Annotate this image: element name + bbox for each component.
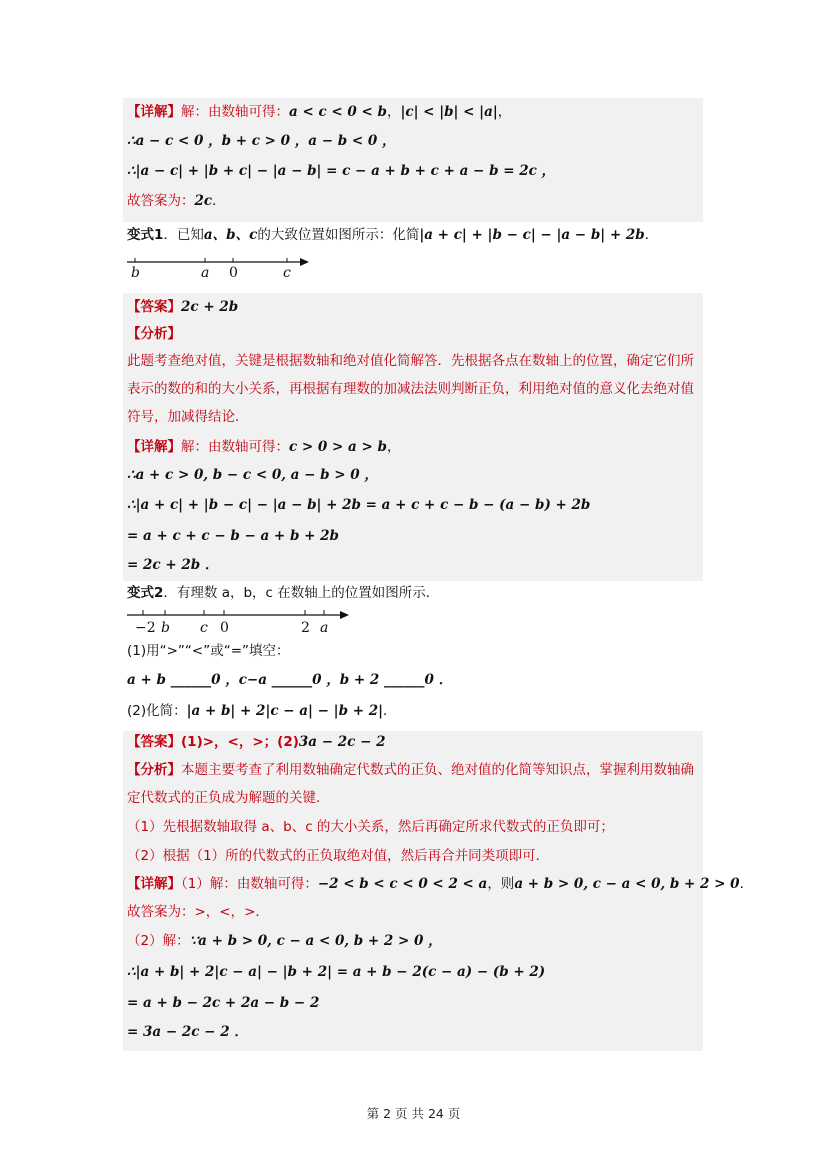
detail-line-3: ∴|a + c| + |b − c| − |a − b| + 2b = a + c + c − b − (a − b) + 2b [127,497,591,513]
label-zero: 0 [229,265,238,281]
question-1: (1)用“>”“<”或“=”填空： [127,643,290,659]
label-a: a [201,265,210,281]
variant-1-question: 变式1．已知a、b、c的大致位置如图所示：化简|a + c| + |b − c| − |a − b| + 2b． [127,227,659,243]
question-2: (2)化简：|a + b| + 2|c − a| − |b + 2|． [127,703,397,719]
page-footer: 第 2 页 共 24 页 [366,1106,461,1121]
detail-line-5: = 2c + 2b ． [127,557,219,573]
analysis-step-2: （2）根据（1）所的代数式的正负取绝对值，然后再合并同类项即可． [127,848,550,864]
detail-line-4: 故答案为：2c． [127,193,226,209]
axis-arrow [300,258,309,266]
label-c: c [200,620,208,636]
analysis-text: 此题考查绝对值，关键是根据数轴和绝对值化简解答．先根据各点在数轴上的位置，确定它们所表示的数的和的大小关系，再根据有理数的加减法法则判断正负，利用绝对值的意义化去绝对值符号，加减得结论． [127,353,694,425]
variant-1-title: 变式1 [127,227,164,243]
label-b: b [131,265,140,281]
detail-line: 【详解】解：由数轴可得：c > 0 > a > b， [127,439,401,455]
analysis-step-1: （1）先根据数轴取得 a、b、c 的大小关系，然后再确定所求代数式的正负即可； [127,819,614,835]
label-neg-two: −2 [135,620,156,636]
answer-line: 【答案】2c + 2b [127,299,239,315]
label-c: c [283,265,291,281]
part-2-line-2: ∴|a + b| + 2|c − a| − |b + 2| = a + b − 2(c − a) − (b + 2) [127,964,546,980]
variant-2-question: 变式2．有理数 a，b，c 在数轴上的位置如图所示． [127,585,440,601]
analysis-line: 【分析】本题主要考查了利用数轴确定代数式的正负、绝对值的化简等知识点，掌握利用数轴确定代数式的正负成为解题的关键． [127,762,694,806]
label-a: a [320,620,329,636]
detail-line-4: = a + c + c − b − a + b + 2b [127,528,339,544]
label-b: b [161,620,170,636]
detail-line-1: 【详解】解：由数轴可得：a < c < 0 < b，|c| < |b| < |a|， [127,104,512,120]
label-two: 2 [301,620,310,636]
question-1-blanks: a + b ______0 ，c−a ______0 ，b + 2 ______0 ． [127,672,453,688]
axis-arrow [340,611,349,619]
detail-line-2: ∴a − c < 0 ，b + c > 0 ，a − b < 0 ， [127,133,396,149]
detail-line: 【详解】（1）解：由数轴可得：−2 < b < c < 0 < 2 < a，则a + b > 0, c − a < 0, b + 2 > 0． [127,876,754,892]
label-zero: 0 [220,620,229,636]
number-line-2 [123,607,363,637]
variant-2-title: 变式2 [127,585,164,601]
part-2-line-3: = a + b − 2c + 2a − b − 2 [127,995,320,1011]
detail-line-2: ∴a + c > 0, b − c < 0, a − b > 0 ， [127,467,378,483]
part-2-line-1: （2）解：∵a + b > 0, c − a < 0, b + 2 > 0 ， [127,933,442,949]
detail-tag: 【详解】 [127,104,181,120]
part-2-line-4: = 3a − 2c − 2 ． [127,1024,248,1040]
answer-line: 【答案】(1)>，<，>；(2)3a − 2c − 2 [127,734,386,750]
number-line-1 [123,252,323,282]
analysis-tag: 【分析】 [127,326,181,342]
detail-line-3: ∴|a − c| + |b + c| − |a − b| = c − a + b + c + a − b = 2c ， [127,163,556,179]
answer-summary: 故答案为：>，<，>． [127,904,269,920]
